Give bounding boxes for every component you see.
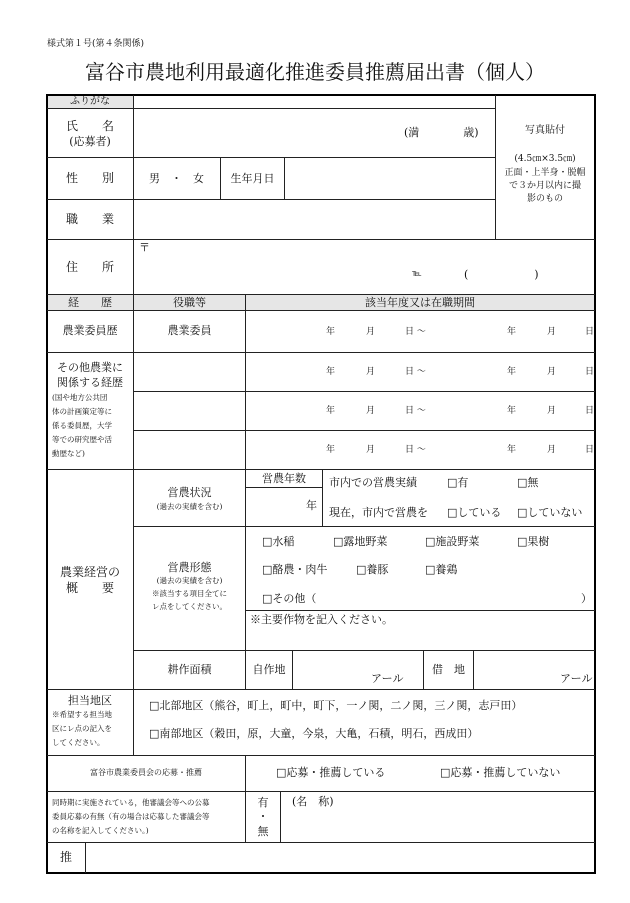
table-rule	[47, 239, 595, 240]
period-date-label: 日 〜	[405, 406, 426, 416]
other-council-note-2: 委員応募の有無（有の場合は応募した審議会等	[52, 812, 210, 821]
sex-options[interactable]: 男 ・ 女	[149, 172, 204, 185]
period-date-label: 日	[585, 406, 595, 416]
crop-fruit-checkbox[interactable]: □果樹	[517, 535, 550, 548]
table-rule	[134, 526, 595, 527]
period-date-label: 日 〜	[405, 367, 426, 377]
table-left-border	[46, 94, 48, 874]
current-farming-doing-checkbox[interactable]: □している	[447, 506, 502, 519]
crop-facility-veg-checkbox[interactable]: □施設野菜	[425, 535, 480, 548]
period-date-label: 月	[547, 367, 557, 377]
other-council-note-1: 同時期に実施されている，他審議会等への公募	[52, 798, 210, 807]
crop-other-checkbox[interactable]: □その他（	[262, 592, 317, 605]
photo-note-3: 影のもの	[526, 194, 563, 204]
table-rule	[292, 650, 293, 689]
table-rule	[47, 108, 496, 109]
table-rule	[47, 157, 496, 158]
form-number: 様式第１号(第４条関係)	[47, 39, 145, 49]
table-rule	[245, 755, 246, 791]
table-right-border	[594, 94, 596, 874]
name-label: 氏 名	[65, 119, 114, 133]
table-rule	[133, 689, 134, 755]
table-rule	[284, 157, 285, 199]
period-date-label: 月	[547, 406, 557, 416]
period-date-label: 年	[507, 367, 517, 377]
table-rule	[133, 95, 134, 295]
occupation-label: 職 業	[65, 212, 114, 226]
postal-mark: 〒	[139, 241, 150, 254]
age-label: (満 歳)	[404, 126, 479, 139]
city-record-yes-checkbox[interactable]: □有	[447, 476, 469, 489]
table-rule	[495, 95, 496, 240]
table-rule	[280, 791, 281, 842]
table-bottom-border	[46, 872, 595, 874]
period-date-label: 月	[547, 445, 557, 455]
other-career-note-4: 等での研究歴や活	[52, 435, 112, 444]
recommendation-yes-checkbox[interactable]: □応募・推薦している	[276, 766, 386, 779]
other-career-label-2: 関係する経歴	[57, 376, 123, 389]
period-date-label: 日 〜	[405, 327, 426, 337]
other-council-separator: ・	[257, 810, 269, 823]
footer-partial-label: 推	[59, 850, 72, 864]
other-council-name-label: (名 称)	[292, 795, 334, 808]
other-career-note-2: 体の計画策定等に	[52, 407, 112, 416]
table-rule	[47, 842, 595, 843]
farming-years-label: 営農年数	[262, 472, 306, 485]
other-career-label-1: その他農業に	[57, 361, 123, 374]
farming-type-note-2: ※該当する項目全てに	[152, 589, 227, 598]
period-date-label: 月	[547, 327, 557, 337]
city-record-no-checkbox[interactable]: □無	[517, 476, 539, 489]
career-position-header: 役職等	[173, 296, 206, 309]
period-date-label: 月	[366, 445, 376, 455]
period-date-label: 月	[366, 406, 376, 416]
crop-pig-checkbox[interactable]: □養豚	[356, 563, 389, 576]
farming-years-unit: 年	[306, 499, 317, 512]
table-rule	[134, 430, 595, 431]
district-note-2: 区にレ点の記入を	[52, 724, 112, 733]
period-date-label: 年	[326, 445, 336, 455]
other-council-note-3: の名称を記入してください。)	[52, 826, 149, 835]
photo-title: 写真貼付	[525, 125, 565, 136]
main-crops-note: ※主要作物を記入ください。	[250, 613, 393, 626]
table-rule	[47, 689, 595, 690]
crop-open-veg-checkbox[interactable]: □露地野菜	[333, 535, 388, 548]
farming-status-label: 営農状況	[167, 486, 212, 499]
period-date-label: 日	[585, 445, 595, 455]
current-farming-label: 現在，市内で営農を	[329, 506, 428, 519]
period-date-label: 年	[507, 406, 517, 416]
table-rule	[47, 755, 595, 756]
farming-type-note-3: レ点をしてください。	[152, 602, 227, 611]
period-date-label: 日	[585, 327, 595, 337]
committee-history-label: 農業委員歴	[62, 324, 118, 337]
recommendation-no-checkbox[interactable]: □応募・推薦していない	[440, 766, 561, 779]
table-rule	[246, 610, 595, 611]
current-farming-not-doing-checkbox[interactable]: □していない	[517, 506, 583, 519]
table-rule	[322, 469, 323, 526]
own-land-unit: アール	[371, 672, 404, 685]
table-rule	[245, 294, 246, 690]
district-south-checkbox[interactable]: □南部地区（穀田，原，大童，今泉，大亀，石積，明石，西成田）	[149, 727, 479, 740]
district-note-1: ※希望する担当地	[52, 710, 112, 719]
crop-poultry-checkbox[interactable]: □養鶏	[425, 563, 458, 576]
career-period-header: 該当年度又は在職期間	[365, 296, 475, 309]
city-record-label: 市内での営農実績	[329, 476, 417, 489]
leased-land-unit: アール	[560, 672, 593, 685]
period-date-label: 月	[366, 367, 376, 377]
table-rule	[47, 199, 496, 200]
sex-label: 性 別	[65, 171, 114, 185]
table-rule	[134, 650, 595, 651]
own-land-label: 自作地	[252, 663, 286, 676]
period-date-label: 年	[326, 327, 336, 337]
birthdate-label: 生年月日	[230, 172, 275, 185]
crop-dairy-checkbox[interactable]: □酪農・肉牛	[262, 563, 328, 576]
table-rule	[47, 310, 595, 311]
farming-overview-label-2: 概 要	[65, 581, 114, 595]
other-career-note-1: (国や地方公共団	[52, 393, 108, 402]
period-date-label: 年	[326, 406, 336, 416]
period-date-label: 月	[366, 327, 376, 337]
period-date-label: 日 〜	[405, 445, 426, 455]
page-title: 富谷市農地利用最適化推進委員推薦届出書（個人）	[85, 60, 545, 84]
farming-overview-label-1: 農業経営の	[59, 565, 120, 579]
career-history-header: 経 歴	[68, 296, 112, 309]
photo-note-2: で３か月以内に撮	[508, 181, 581, 191]
period-date-label: 年	[507, 445, 517, 455]
other-council-no[interactable]: 無	[257, 825, 269, 838]
leased-land-label: 借 地	[432, 663, 465, 676]
tel-parens: ( )	[464, 268, 539, 281]
farming-type-label: 営農形態	[167, 561, 212, 574]
table-rule	[134, 391, 595, 392]
period-date-label: 日	[585, 367, 595, 377]
photo-note-1: 正面・上半身・脱帽	[504, 168, 586, 178]
district-note-3: してください。	[52, 738, 105, 747]
address-label: 住 所	[65, 260, 114, 274]
crop-rice-checkbox[interactable]: □水稲	[262, 535, 295, 548]
table-rule	[47, 352, 595, 353]
table-rule	[47, 791, 595, 792]
period-date-label: 年	[507, 327, 517, 337]
photo-size: (4.5㎝×3.5㎝)	[514, 154, 576, 164]
farming-status-note: (過去の実績を含む)	[156, 502, 223, 511]
table-rule	[473, 650, 474, 689]
district-label: 担当地区	[68, 694, 112, 707]
other-council-yes[interactable]: 有	[257, 796, 269, 809]
table-rule	[246, 487, 322, 488]
recommendation-label: 富谷市農業委員会の応募・推薦	[90, 768, 202, 777]
crop-other-close: ）	[581, 592, 592, 605]
other-career-note-3: 係る委員歴，大学	[52, 421, 112, 430]
district-north-checkbox[interactable]: □北部地区（熊谷，町上，町中，町下，一ノ関，二ノ関，三ノ関，志戸田）	[149, 699, 523, 712]
cultivated-area-label: 耕作面積	[167, 663, 212, 676]
tel-mark: ℡	[412, 269, 422, 279]
period-date-label: 年	[326, 367, 336, 377]
table-top-border	[46, 94, 595, 96]
name-applicant-label: (応募者)	[69, 135, 111, 148]
furigana-label: ふりがな	[70, 96, 110, 107]
farming-type-note-1: (過去の実績を含む)	[156, 576, 223, 585]
other-career-note-5: 動歴など)	[52, 449, 85, 458]
table-rule	[47, 469, 595, 470]
table-rule	[47, 294, 595, 295]
table-rule	[85, 842, 86, 873]
committee-position: 農業委員	[167, 324, 212, 337]
